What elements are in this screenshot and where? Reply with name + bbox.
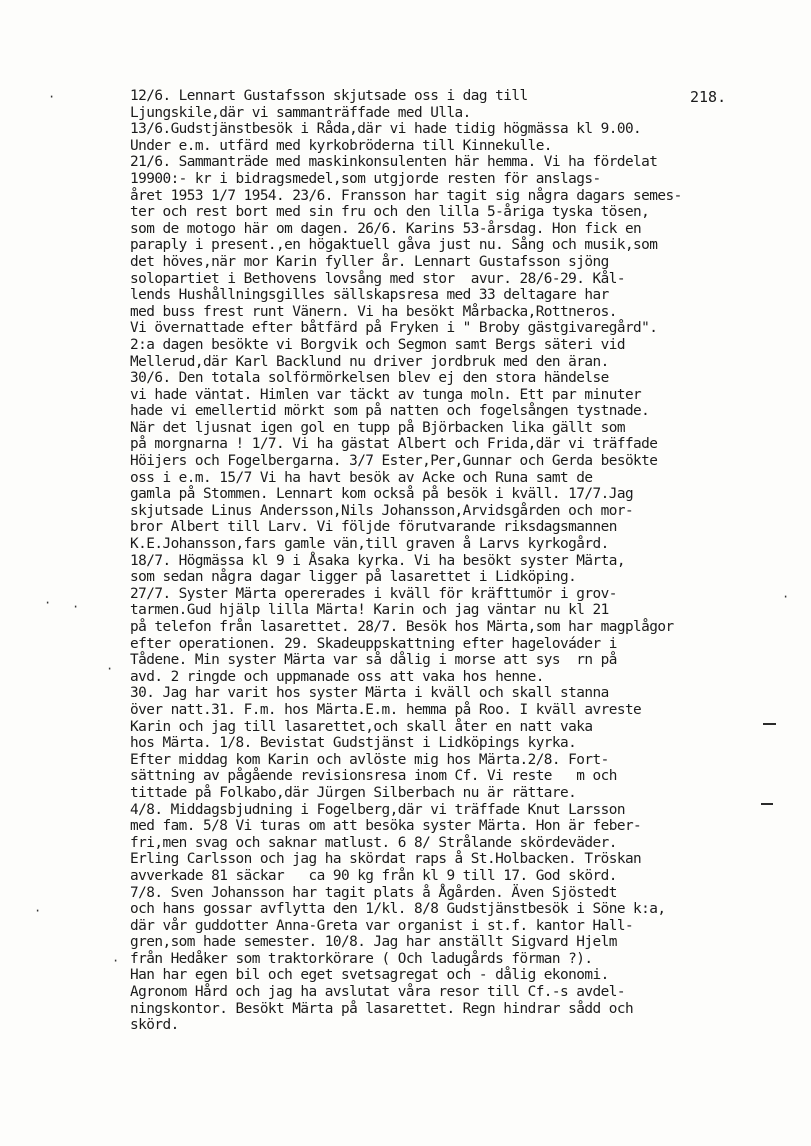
text-line: tarmen.Gud hjälp lilla Märta! Karin och jag väntar nu kl 21 <box>130 602 609 619</box>
text-line: året 1953 1/7 1954. 23/6. Fransson har tagit sig några dagars semes- <box>130 187 682 204</box>
margin-speck: · <box>782 590 790 604</box>
margin-dash <box>763 723 776 725</box>
text-line: 12/6. Lennart Gustafsson skjutsade oss i dag till <box>130 88 528 104</box>
margin-speck: · <box>72 600 80 614</box>
text-line: 27/7. Syster Märta opererades i kväll för kräfttumör i grov- <box>130 585 617 602</box>
text-line: Erling Carlsson och jag ha skördat raps å St.Holbacken. Tröskan <box>130 851 642 868</box>
text-line: på telefon från lasarettet. 28/7. Besök hos Märta,som har magplågor <box>130 619 674 635</box>
page-number: 218. <box>690 88 727 106</box>
text-line: När det ljusnat igen gol en tupp på Björbacken lika gällt som <box>130 419 625 436</box>
margin-speck: · <box>34 904 42 918</box>
text-line: tittade på Folkabo,där Jürgen Silberbach nu är rättare. <box>130 784 577 801</box>
text-line: Höijers och Fogelbergarna. 3/7 Ester,Per,Gunnar och Gerda besökte <box>130 453 658 470</box>
text-line: Han har egen bil och eget svetsagregat och - dålig ekonomi. <box>130 967 609 984</box>
text-line: paraply i present.,en högaktuell gåva just nu. Sång och musik,som <box>130 237 658 254</box>
text-line: avverkade 81 säckar ca 90 kg från kl 9 till 17. God skörd. <box>130 867 617 884</box>
text-line: 4/8. Middagsbjudning i Fogelberg,där vi träffade Knut Larsson <box>130 801 625 818</box>
text-line: 30/6. Den totala solförmörkelsen blev ej den stora händelse <box>130 370 609 387</box>
text-line: hade vi emellertid mörkt som på natten och fogelsången tystnade. <box>130 403 650 420</box>
text-line: ningskontor. Besökt Märta på lasarettet. Regn hindrar sådd och <box>130 1000 634 1017</box>
text-line: med buss frest runt Vänern. Vi ha besökt Mårbacka,Rottneros. <box>130 303 617 320</box>
typewritten-diary-text <box>130 88 800 1034</box>
text-line: Karin och jag till lasarettet,och skall åter en natt vaka <box>130 718 593 735</box>
text-line: skörd. <box>130 1017 179 1034</box>
margin-dash <box>761 803 773 805</box>
margin-speck: · <box>44 596 52 610</box>
text-line: 13/6.Gudstjänstbesök i Råda,där vi hade tidig högmässa kl 9.00. <box>130 121 642 138</box>
text-line: lends Hushållningsgilles sällskapsresa med 33 deltagare har <box>130 287 609 304</box>
text-line: Mellerud,där Karl Backlund nu driver jordbruk med den äran. <box>130 353 609 370</box>
margin-speck: · <box>106 662 114 676</box>
text-line: hos Märta. 1/8. Bevistat Gudstjänst i Lidköpings kyrka. <box>130 735 577 752</box>
text-line: 2:a dagen besökte vi Borgvik och Segmon samt Bergs säteri vid <box>130 336 625 353</box>
text-line: bror Albert till Larv. Vi följde förutvarande riksdagsmannen <box>130 519 617 536</box>
text-line: som sedan några dagar ligger på lasarettet i Lidköping. <box>130 569 577 586</box>
text-line: Under e.m. utfärd med kyrkobröderna till Kinnekulle. <box>130 137 552 154</box>
text-line: Ljungskile,där vi sammanträffade med Ulla. <box>130 104 471 121</box>
text-line: 19900:- kr i bidragsmedel,som utgjorde resten för anslags- <box>130 170 601 187</box>
text-line: som de motogo här om dagen. 26/6. Karins 53-årsdag. Hon fick en <box>130 220 642 237</box>
text-line: vi hade väntat. Himlen var täckt av tunga moln. Ett par minuter <box>130 386 642 403</box>
text-line: på morgnarna ! 1/7. Vi ha gästat Albert och Frida,där vi träffade <box>130 436 658 453</box>
text-line: Agronom Hård och jag ha avslutat våra resor till Cf.-s avdel- <box>130 984 625 1001</box>
text-line: 7/8. Sven Johansson har tagit plats å Ågården. Även Sjöstedt <box>130 884 617 901</box>
text-line: K.E.Johansson,fars gamle vän,till graven å Larvs kyrkogård. <box>130 536 609 553</box>
margin-speck: · <box>112 954 120 968</box>
text-line: sättning av pågående revisionsresa inom Cf. Vi reste m och <box>130 768 617 785</box>
text-line: Efter middag kom Karin och avlöste mig hos Märta.2/8. Fort- <box>130 751 609 768</box>
text-line: Vi övernattade efter båtfärd på Fryken i " Broby gästgivaregård". <box>130 320 658 337</box>
text-line: från Hedåker som traktorkörare ( Och ladugårds förman ?). <box>130 950 593 967</box>
text-line: där vår guddotter Anna-Greta var organist i st.f. kantor Hall- <box>130 917 634 934</box>
text-line: gren,som hade semester. 10/8. Jag har anställt Sigvard Hjelm <box>130 934 617 951</box>
text-line: 21/6. Sammanträde med maskinkonsulenten här hemma. Vi ha fördelat <box>130 154 658 171</box>
text-line: efter operationen. 29. Skadeuppskattning efter hagelováder i <box>130 635 617 652</box>
text-line: avd. 2 ringde och uppmanade oss att vaka hos henne. <box>130 668 544 685</box>
text-line: fri,men svag och saknar matlust. 6 8/ Strålande skördeväder. <box>130 834 617 851</box>
text-line: över natt.31. F.m. hos Märta.E.m. hemma på Roo. I kväll avreste <box>130 701 642 718</box>
text-line: 30. Jag har varit hos syster Märta i kväll och skall stanna <box>130 685 609 702</box>
text-line: oss i e.m. 15/7 Vi ha havt besök av Acke och Runa samt de <box>130 469 593 486</box>
text-line: med fam. 5/8 Vi turas om att besöka syster Märta. Hon är feber- <box>130 818 642 835</box>
text-line: skjutsade Linus Andersson,Nils Johansson,Arvidsgården och mor- <box>130 502 634 519</box>
text-line: och hans gossar avflytta den 1/kl. 8/8 Gudstjänstbesök i Söne k:a, <box>130 901 666 918</box>
text-line: 18/7. Högmässa kl 9 i Åsaka kyrka. Vi ha besökt syster Märta, <box>130 552 625 569</box>
margin-speck: · <box>48 90 56 104</box>
text-line: ter och rest bort med sin fru och den lilla 5-åriga tyska tösen, <box>130 204 650 221</box>
text-line: Tådene. Min syster Märta var så dålig i morse att sys rn på <box>130 652 617 669</box>
text-line: gamla på Stommen. Lennart kom också på besök i kväll. 17/7.Jag <box>130 486 634 503</box>
text-line: solopartiet i Bethovens lovsång med stor avur. 28/6-29. Kål- <box>130 270 625 287</box>
text-line: det höves,när mor Karin fyller år. Lennart Gustafsson sjöng <box>130 253 609 270</box>
